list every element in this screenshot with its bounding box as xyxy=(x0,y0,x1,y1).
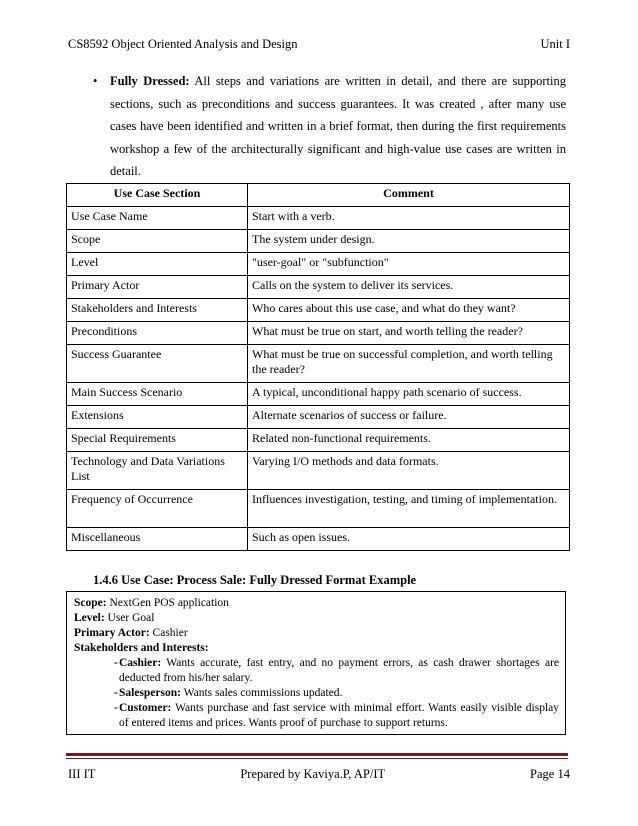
table-row xyxy=(67,253,570,276)
page-header xyxy=(68,37,570,52)
primary-actor-value: Cashier xyxy=(152,627,188,639)
table-cell-section: Preconditions xyxy=(67,322,248,345)
table-cell-comment: The system under design. xyxy=(248,230,570,253)
table-cell-section: Frequency of Occurrence xyxy=(67,490,248,528)
table-cell-comment: Calls on the system to deliver its services. xyxy=(248,276,570,299)
list-item xyxy=(74,686,559,701)
table-cell-section: Main Success Scenario xyxy=(67,383,248,406)
table-row xyxy=(67,383,570,406)
footer-divider-thin xyxy=(66,758,568,759)
primary-actor-line xyxy=(74,626,559,641)
table-cell-comment: Related non-functional requirements. xyxy=(248,429,570,452)
table-cell-section: Special Requirements xyxy=(67,429,248,452)
table-cell-section: Success Guarantee xyxy=(67,345,248,383)
stakeholders-list xyxy=(74,656,559,731)
primary-actor-label: Primary Actor: xyxy=(74,627,150,639)
table-cell-section: Technology and Data Variations List xyxy=(67,452,248,490)
stakeholders-label: Stakeholders and Interests: xyxy=(74,642,209,654)
stakeholder-name: Customer: xyxy=(119,702,172,714)
section-title: 1.4.6 Use Case: Process Sale: Fully Dressed Format Example xyxy=(93,573,417,587)
table-row xyxy=(67,406,570,429)
table-cell-comment: What must be true on start, and worth telling the reader? xyxy=(248,322,570,345)
footer-divider-thick xyxy=(66,753,568,756)
table-cell-section: Scope xyxy=(67,230,248,253)
table-cell-section: Stakeholders and Interests xyxy=(67,299,248,322)
dash-bullet-icon: - xyxy=(114,687,118,699)
stakeholder-text: Wants purchase and fast service with minimal effort. Wants easily visible display of entered items and prices. Wants proof of purchase to support returns. xyxy=(119,702,559,729)
table-header-comment: Comment xyxy=(248,184,570,207)
table-row xyxy=(67,299,570,322)
fully-dressed-bullet xyxy=(93,70,567,183)
table-cell-section: Extensions xyxy=(67,406,248,429)
header-unit: Unit I xyxy=(540,37,570,51)
footer-class: III IT xyxy=(68,767,96,781)
table-cell-section: Miscellaneous xyxy=(67,528,248,551)
table-row xyxy=(67,230,570,253)
level-label: Level: xyxy=(74,612,105,624)
scope-line xyxy=(74,596,559,611)
table-cell-comment: Start with a verb. xyxy=(248,207,570,230)
scope-value: NextGen POS application xyxy=(109,597,229,609)
table-header-section: Use Case Section xyxy=(67,184,248,207)
table-row xyxy=(67,528,570,551)
table-cell-comment: Such as open issues. xyxy=(248,528,570,551)
bullet-dot-icon: • xyxy=(93,74,98,88)
stakeholder-name: Salesperson: xyxy=(119,687,181,699)
level-value: User Goal xyxy=(107,612,155,624)
table-cell-comment: "user-goal" or "subfunction" xyxy=(248,253,570,276)
table-row xyxy=(67,429,570,452)
table-cell-section: Primary Actor xyxy=(67,276,248,299)
stakeholder-name: Cashier: xyxy=(119,657,162,669)
table-cell-comment: Who cares about this use case, and what do they want? xyxy=(248,299,570,322)
page-footer xyxy=(68,767,570,782)
table-cell-comment: Varying I/O methods and data formats. xyxy=(248,452,570,490)
table-cell-comment: A typical, unconditional happy path scenario of success. xyxy=(248,383,570,406)
table-row xyxy=(67,345,570,383)
stakeholders-heading xyxy=(74,641,559,656)
table-cell-section: Level xyxy=(67,253,248,276)
scope-label: Scope: xyxy=(74,597,107,609)
dash-bullet-icon: - xyxy=(114,657,118,669)
dash-bullet-icon: - xyxy=(114,702,118,714)
table-cell-comment: Influences investigation, testing, and timing of implementation. xyxy=(248,490,570,528)
table-row xyxy=(67,322,570,345)
table-header-row xyxy=(67,184,570,207)
table-cell-comment: What must be true on successful completion, and worth telling the reader? xyxy=(248,345,570,383)
table-row xyxy=(67,452,570,490)
header-course: CS8592 Object Oriented Analysis and Design xyxy=(68,37,298,51)
process-sale-example-box xyxy=(66,591,566,735)
bullet-text: All steps and variations are written in detail, and there are supporting sections, such as preconditions and success guarantees. It was created , after many use cases have been identified and written in a brief format, then during the first requirements workshop a few of the architecturally significant and high-value use cases are written in detail. xyxy=(110,74,567,178)
stakeholder-text: Wants accurate, fast entry, and no payment errors, as cash drawer shortages are deducted from his/her salary. xyxy=(119,657,559,684)
footer-author: Prepared by Kaviya.P, AP/IT xyxy=(240,767,386,781)
stakeholder-text: Wants sales commissions updated. xyxy=(183,687,343,699)
bullet-label: Fully Dressed: xyxy=(110,74,190,88)
list-item xyxy=(74,656,559,686)
table-row xyxy=(67,490,570,528)
table-row xyxy=(67,207,570,230)
footer-page-number: Page 14 xyxy=(530,767,570,781)
use-case-section-table xyxy=(66,183,570,551)
level-line xyxy=(74,611,559,626)
list-item xyxy=(74,701,559,731)
table-cell-comment: Alternate scenarios of success or failure. xyxy=(248,406,570,429)
table-row xyxy=(67,276,570,299)
table-cell-section: Use Case Name xyxy=(67,207,248,230)
